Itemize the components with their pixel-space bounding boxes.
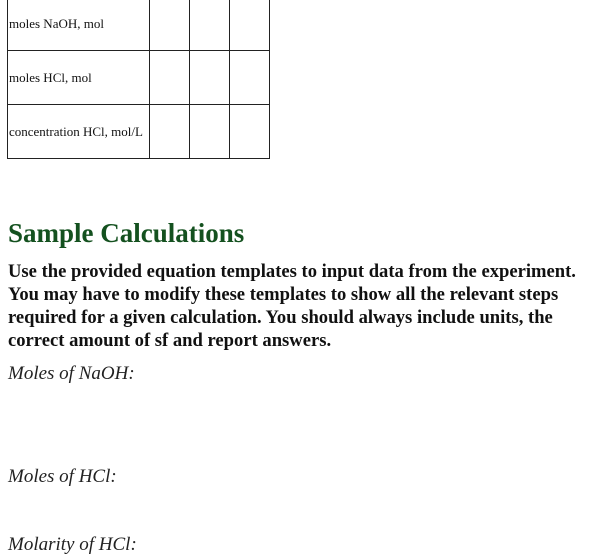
data-cell[interactable] [230, 105, 270, 159]
row-label-moles-hcl: moles HCl, mol [8, 51, 150, 105]
data-cell[interactable] [150, 0, 190, 51]
moles-hcl-label: Moles of HCl: [8, 466, 117, 487]
table-row [8, 51, 270, 105]
row-label-concentration-hcl: concentration HCl, mol/L [8, 105, 150, 159]
data-cell[interactable] [150, 51, 190, 105]
data-cell[interactable] [230, 51, 270, 105]
instructions-paragraph: Use the provided equation templates to input data from the experiment. You may have to modify these templates to show all the relevant steps required for a given calculation. You should always include units, the correct amount of sf and report answers. [8, 261, 576, 351]
section-title: Sample Calculations [8, 218, 245, 248]
results-table [7, 0, 270, 159]
data-cell[interactable] [150, 105, 190, 159]
data-cell[interactable] [190, 51, 230, 105]
data-cell[interactable] [230, 0, 270, 51]
moles-naoh-label: Moles of NaOH: [8, 363, 135, 384]
row-label-moles-naoh: moles NaOH, mol [8, 0, 150, 51]
table-row [8, 105, 270, 159]
data-cell[interactable] [190, 105, 230, 159]
molarity-hcl-label: Molarity of HCl: [8, 534, 137, 555]
table-row [8, 0, 270, 51]
data-cell[interactable] [190, 0, 230, 51]
